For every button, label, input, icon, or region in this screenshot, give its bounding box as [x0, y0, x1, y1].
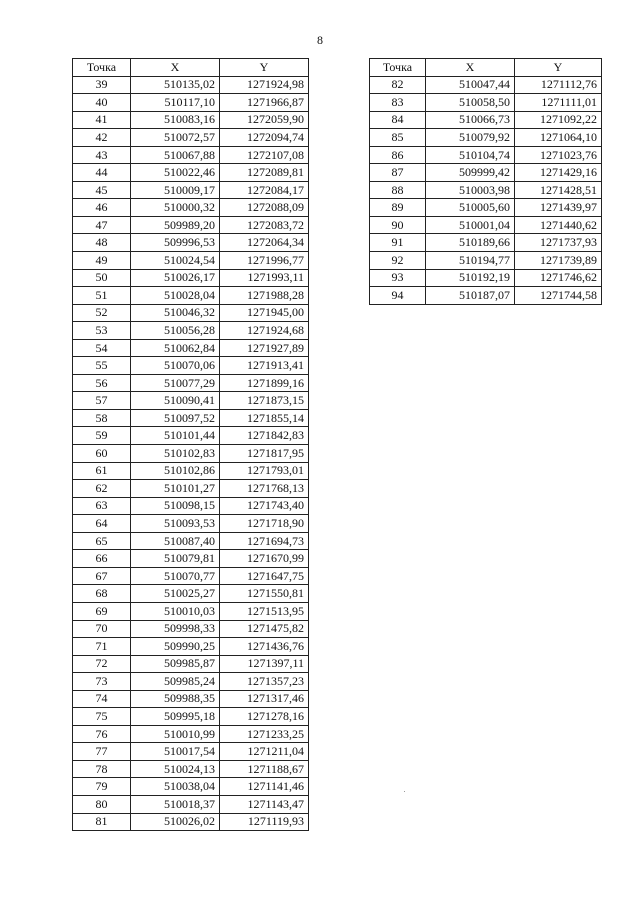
- point-number-cell: 42: [73, 129, 131, 147]
- x-coordinate-cell: 510067,88: [131, 146, 220, 164]
- point-number-cell: 85: [370, 129, 426, 147]
- y-coordinate-cell: 1271670,99: [220, 550, 309, 568]
- y-coordinate-cell: 1271718,90: [220, 515, 309, 533]
- table-row: [73, 392, 309, 410]
- table-row: [370, 234, 602, 252]
- point-number-cell: 87: [370, 164, 426, 182]
- x-coordinate-cell: 510194,77: [426, 252, 515, 270]
- point-number-cell: 64: [73, 515, 131, 533]
- x-coordinate-cell: 510083,16: [131, 111, 220, 129]
- point-number-cell: 56: [73, 374, 131, 392]
- y-coordinate-cell: 1272064,34: [220, 234, 309, 252]
- y-coordinate-cell: 1271945,00: [220, 304, 309, 322]
- column-header-x: X: [131, 59, 220, 77]
- y-coordinate-cell: 1271317,46: [220, 690, 309, 708]
- x-coordinate-cell: 510087,40: [131, 532, 220, 550]
- point-number-cell: 76: [73, 725, 131, 743]
- point-number-cell: 66: [73, 550, 131, 568]
- x-coordinate-cell: 510056,28: [131, 322, 220, 340]
- y-coordinate-cell: 1271924,68: [220, 322, 309, 340]
- table-row: [73, 287, 309, 305]
- table-row: [370, 94, 602, 112]
- table-row: [73, 655, 309, 673]
- x-coordinate-cell: 510047,44: [426, 76, 515, 94]
- y-coordinate-cell: 1271988,28: [220, 287, 309, 305]
- x-coordinate-cell: 510024,54: [131, 252, 220, 270]
- point-number-cell: 39: [73, 76, 131, 94]
- y-coordinate-cell: 1271739,89: [515, 252, 602, 270]
- point-number-cell: 44: [73, 164, 131, 182]
- table-row: [73, 146, 309, 164]
- x-coordinate-cell: 510028,04: [131, 287, 220, 305]
- point-number-cell: 90: [370, 216, 426, 234]
- x-coordinate-cell: 510009,17: [131, 181, 220, 199]
- y-coordinate-cell: 1271513,95: [220, 602, 309, 620]
- point-number-cell: 92: [370, 252, 426, 270]
- y-coordinate-cell: 1271397,11: [220, 655, 309, 673]
- table-row: [73, 795, 309, 813]
- point-number-cell: 41: [73, 111, 131, 129]
- point-number-cell: 70: [73, 620, 131, 638]
- x-coordinate-cell: 510135,02: [131, 76, 220, 94]
- table-row: [73, 111, 309, 129]
- point-number-cell: 55: [73, 357, 131, 375]
- y-coordinate-cell: 1271023,76: [515, 146, 602, 164]
- point-number-cell: 72: [73, 655, 131, 673]
- point-number-cell: 52: [73, 304, 131, 322]
- table-row: [370, 269, 602, 287]
- table-row: [73, 445, 309, 463]
- point-number-cell: 49: [73, 252, 131, 270]
- table-row: [73, 322, 309, 340]
- x-coordinate-cell: 510062,84: [131, 339, 220, 357]
- x-coordinate-cell: 510070,06: [131, 357, 220, 375]
- y-coordinate-cell: 1271119,93: [220, 813, 309, 831]
- point-number-cell: 58: [73, 409, 131, 427]
- scan-speck: [404, 791, 405, 792]
- point-number-cell: 65: [73, 532, 131, 550]
- table-row: [370, 199, 602, 217]
- x-coordinate-cell: 510102,83: [131, 445, 220, 463]
- coordinates-table-left: [72, 58, 309, 831]
- table-row: [73, 708, 309, 726]
- y-coordinate-cell: 1271141,46: [220, 778, 309, 796]
- point-number-cell: 53: [73, 322, 131, 340]
- table-row: [73, 76, 309, 94]
- point-number-cell: 51: [73, 287, 131, 305]
- y-coordinate-cell: 1271233,25: [220, 725, 309, 743]
- point-number-cell: 78: [73, 760, 131, 778]
- x-coordinate-cell: 510101,44: [131, 427, 220, 445]
- x-coordinate-cell: 510077,29: [131, 374, 220, 392]
- point-number-cell: 89: [370, 199, 426, 217]
- table-row: [370, 164, 602, 182]
- x-coordinate-cell: 509988,35: [131, 690, 220, 708]
- point-number-cell: 77: [73, 743, 131, 761]
- table-row: [73, 357, 309, 375]
- table-row: [73, 690, 309, 708]
- x-coordinate-cell: 510018,37: [131, 795, 220, 813]
- y-coordinate-cell: 1271924,98: [220, 76, 309, 94]
- table-row: [73, 602, 309, 620]
- y-coordinate-cell: 1271429,16: [515, 164, 602, 182]
- table-row: [370, 216, 602, 234]
- table-row: [73, 164, 309, 182]
- x-coordinate-cell: 510046,32: [131, 304, 220, 322]
- y-coordinate-cell: 1271211,04: [220, 743, 309, 761]
- y-coordinate-cell: 1271647,75: [220, 567, 309, 585]
- y-coordinate-cell: 1272094,74: [220, 129, 309, 147]
- x-coordinate-cell: 510117,10: [131, 94, 220, 112]
- table-row: [370, 111, 602, 129]
- point-number-cell: 54: [73, 339, 131, 357]
- y-coordinate-cell: 1272084,17: [220, 181, 309, 199]
- table-row: [73, 760, 309, 778]
- y-coordinate-cell: 1272089,81: [220, 164, 309, 182]
- column-header-y: Y: [220, 59, 309, 77]
- point-number-cell: 57: [73, 392, 131, 410]
- y-coordinate-cell: 1271737,93: [515, 234, 602, 252]
- column-header-y: Y: [515, 59, 602, 77]
- point-number-cell: 73: [73, 673, 131, 691]
- point-number-cell: 61: [73, 462, 131, 480]
- table-row: [73, 725, 309, 743]
- table-row: [370, 252, 602, 270]
- y-coordinate-cell: 1271357,23: [220, 673, 309, 691]
- table-row: [73, 234, 309, 252]
- y-coordinate-cell: 1272088,09: [220, 199, 309, 217]
- table-row: [73, 778, 309, 796]
- x-coordinate-cell: 509995,18: [131, 708, 220, 726]
- point-number-cell: 60: [73, 445, 131, 463]
- y-coordinate-cell: 1271436,76: [220, 638, 309, 656]
- table-row: [73, 638, 309, 656]
- y-coordinate-cell: 1271842,83: [220, 427, 309, 445]
- x-coordinate-cell: 510025,27: [131, 585, 220, 603]
- x-coordinate-cell: 510024,13: [131, 760, 220, 778]
- table-row: [73, 199, 309, 217]
- x-coordinate-cell: 510022,46: [131, 164, 220, 182]
- point-number-cell: 48: [73, 234, 131, 252]
- point-number-cell: 81: [73, 813, 131, 831]
- table-row: [73, 129, 309, 147]
- x-coordinate-cell: 509990,25: [131, 638, 220, 656]
- point-number-cell: 43: [73, 146, 131, 164]
- x-coordinate-cell: 510058,50: [426, 94, 515, 112]
- point-number-cell: 88: [370, 181, 426, 199]
- table-row: [73, 585, 309, 603]
- table-row: [73, 567, 309, 585]
- x-coordinate-cell: 510066,73: [426, 111, 515, 129]
- x-coordinate-cell: 509996,53: [131, 234, 220, 252]
- x-coordinate-cell: 509985,24: [131, 673, 220, 691]
- table-row: [73, 673, 309, 691]
- y-coordinate-cell: 1271188,67: [220, 760, 309, 778]
- table-row: [73, 181, 309, 199]
- point-number-cell: 68: [73, 585, 131, 603]
- point-number-cell: 83: [370, 94, 426, 112]
- table-row: [370, 287, 602, 305]
- point-number-cell: 80: [73, 795, 131, 813]
- table-row: [73, 813, 309, 831]
- x-coordinate-cell: 510003,98: [426, 181, 515, 199]
- y-coordinate-cell: 1271694,73: [220, 532, 309, 550]
- column-header-point: Точка: [370, 59, 426, 77]
- point-number-cell: 84: [370, 111, 426, 129]
- point-number-cell: 67: [73, 567, 131, 585]
- point-number-cell: 93: [370, 269, 426, 287]
- x-coordinate-cell: 510026,17: [131, 269, 220, 287]
- x-coordinate-cell: 510017,54: [131, 743, 220, 761]
- y-coordinate-cell: 1271143,47: [220, 795, 309, 813]
- point-number-cell: 40: [73, 94, 131, 112]
- y-coordinate-cell: 1271111,01: [515, 94, 602, 112]
- y-coordinate-cell: 1271278,16: [220, 708, 309, 726]
- point-number-cell: 50: [73, 269, 131, 287]
- page-number: 8: [317, 33, 323, 47]
- x-coordinate-cell: 510187,07: [426, 287, 515, 305]
- y-coordinate-cell: 1271996,77: [220, 252, 309, 270]
- point-number-cell: 86: [370, 146, 426, 164]
- x-coordinate-cell: 510189,66: [426, 234, 515, 252]
- point-number-cell: 47: [73, 216, 131, 234]
- y-coordinate-cell: 1271913,41: [220, 357, 309, 375]
- y-coordinate-cell: 1272083,72: [220, 216, 309, 234]
- y-coordinate-cell: 1271855,14: [220, 409, 309, 427]
- x-coordinate-cell: 510104,74: [426, 146, 515, 164]
- table-row: [73, 497, 309, 515]
- table-row: [73, 743, 309, 761]
- table-row: [73, 304, 309, 322]
- coordinates-table-right: [369, 58, 602, 305]
- x-coordinate-cell: 510038,04: [131, 778, 220, 796]
- point-number-cell: 71: [73, 638, 131, 656]
- table-row: [370, 129, 602, 147]
- y-coordinate-cell: 1271966,87: [220, 94, 309, 112]
- point-number-cell: 82: [370, 76, 426, 94]
- y-coordinate-cell: 1271475,82: [220, 620, 309, 638]
- point-number-cell: 94: [370, 287, 426, 305]
- y-coordinate-cell: 1272059,90: [220, 111, 309, 129]
- table-row: [73, 339, 309, 357]
- point-number-cell: 79: [73, 778, 131, 796]
- table-row: [73, 515, 309, 533]
- table-row: [370, 76, 602, 94]
- y-coordinate-cell: 1271440,62: [515, 216, 602, 234]
- y-coordinate-cell: 1271817,95: [220, 445, 309, 463]
- table-row: [73, 532, 309, 550]
- y-coordinate-cell: 1271993,11: [220, 269, 309, 287]
- x-coordinate-cell: 509989,20: [131, 216, 220, 234]
- table-row: [73, 462, 309, 480]
- x-coordinate-cell: 510001,04: [426, 216, 515, 234]
- x-coordinate-cell: 510026,02: [131, 813, 220, 831]
- y-coordinate-cell: 1271746,62: [515, 269, 602, 287]
- point-number-cell: 74: [73, 690, 131, 708]
- table-row: [73, 480, 309, 498]
- point-number-cell: 91: [370, 234, 426, 252]
- x-coordinate-cell: 510192,19: [426, 269, 515, 287]
- y-coordinate-cell: 1271428,51: [515, 181, 602, 199]
- x-coordinate-cell: 510098,15: [131, 497, 220, 515]
- x-coordinate-cell: 510010,03: [131, 602, 220, 620]
- x-coordinate-cell: 509985,87: [131, 655, 220, 673]
- y-coordinate-cell: 1271439,97: [515, 199, 602, 217]
- x-coordinate-cell: 510072,57: [131, 129, 220, 147]
- table-row: [73, 409, 309, 427]
- x-coordinate-cell: 510010,99: [131, 725, 220, 743]
- table-header-row: [73, 59, 309, 77]
- y-coordinate-cell: 1271768,13: [220, 480, 309, 498]
- point-number-cell: 69: [73, 602, 131, 620]
- x-coordinate-cell: 510079,92: [426, 129, 515, 147]
- x-coordinate-cell: 510101,27: [131, 480, 220, 498]
- table-row: [73, 252, 309, 270]
- point-number-cell: 63: [73, 497, 131, 515]
- x-coordinate-cell: 510090,41: [131, 392, 220, 410]
- table-header-row: [370, 59, 602, 77]
- table-row: [73, 216, 309, 234]
- point-number-cell: 45: [73, 181, 131, 199]
- x-coordinate-cell: 510093,53: [131, 515, 220, 533]
- x-coordinate-cell: 510005,60: [426, 199, 515, 217]
- x-coordinate-cell: 510079,81: [131, 550, 220, 568]
- point-number-cell: 46: [73, 199, 131, 217]
- x-coordinate-cell: 510097,52: [131, 409, 220, 427]
- y-coordinate-cell: 1271873,15: [220, 392, 309, 410]
- table-row: [370, 146, 602, 164]
- y-coordinate-cell: 1271064,10: [515, 129, 602, 147]
- y-coordinate-cell: 1271112,76: [515, 76, 602, 94]
- x-coordinate-cell: 510000,32: [131, 199, 220, 217]
- y-coordinate-cell: 1271927,89: [220, 339, 309, 357]
- table-row: [73, 427, 309, 445]
- x-coordinate-cell: 509998,33: [131, 620, 220, 638]
- point-number-cell: 62: [73, 480, 131, 498]
- table-row: [73, 550, 309, 568]
- table-row: [73, 374, 309, 392]
- x-coordinate-cell: 510102,86: [131, 462, 220, 480]
- x-coordinate-cell: 509999,42: [426, 164, 515, 182]
- y-coordinate-cell: 1271744,58: [515, 287, 602, 305]
- point-number-cell: 75: [73, 708, 131, 726]
- column-header-x: X: [426, 59, 515, 77]
- y-coordinate-cell: 1271899,16: [220, 374, 309, 392]
- table-row: [73, 269, 309, 287]
- table-row: [370, 181, 602, 199]
- y-coordinate-cell: 1271793,01: [220, 462, 309, 480]
- y-coordinate-cell: 1271743,40: [220, 497, 309, 515]
- table-row: [73, 94, 309, 112]
- x-coordinate-cell: 510070,77: [131, 567, 220, 585]
- y-coordinate-cell: 1271550,81: [220, 585, 309, 603]
- y-coordinate-cell: 1271092,22: [515, 111, 602, 129]
- column-header-point: Точка: [73, 59, 131, 77]
- point-number-cell: 59: [73, 427, 131, 445]
- table-row: [73, 620, 309, 638]
- y-coordinate-cell: 1272107,08: [220, 146, 309, 164]
